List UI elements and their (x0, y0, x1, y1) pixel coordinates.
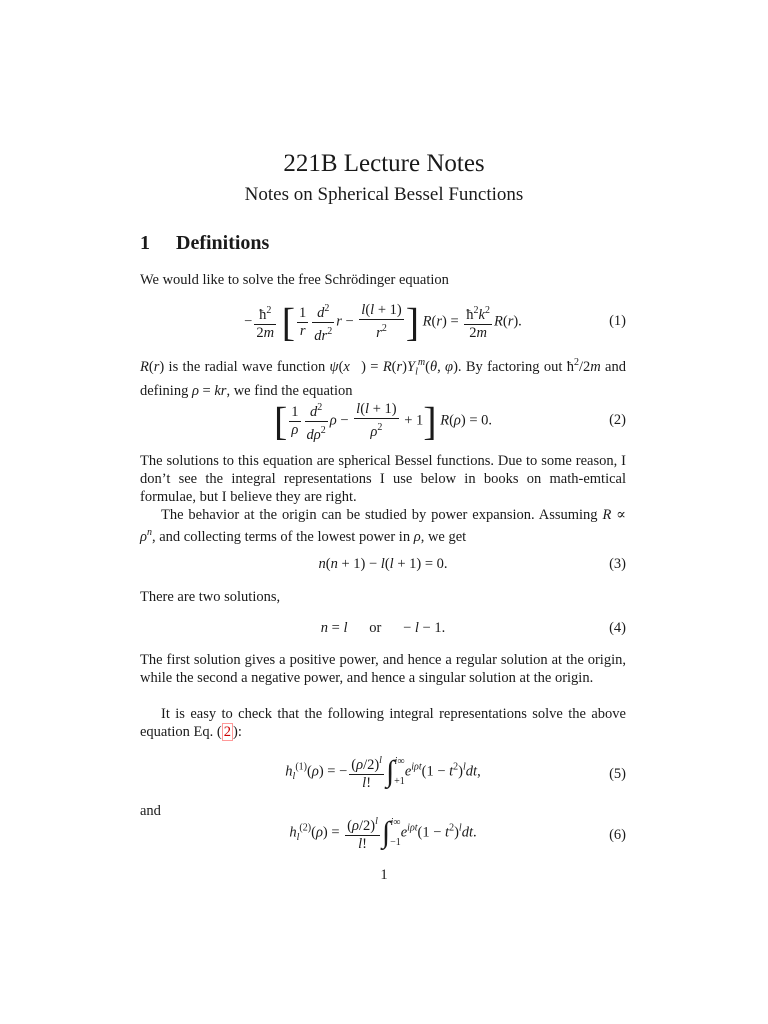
paragraph-intro: We would like to solve the free Schrödinger equation (140, 272, 449, 288)
paragraph-radial: R(r) is the radial wave function ψ(x⃗) = $R(r)Y_l^m(\theta$, φ). By factoring out $ħ^2/2m$ and defining ρ = kr, we find the equation (140, 357, 626, 399)
equation-2-body: [ $\frac{1}{\rho}$ $\frac{d^2}{d\rho^2}$ ρ − $\frac{l(l + 1)}{\rho^2}$ + 1] R(ρ) = 0. (273, 398, 493, 444)
equation-number: (5) (609, 766, 626, 782)
equation-6-body: $h_l^{(2)}(\rho)$ = $\frac{(\rho/2)^l}{l!}$ ∫ i∞ −1 $e^{i\rho t}(1 - t^2)^ldt$. (140, 813, 626, 853)
equation-reference-link[interactable]: 2 (223, 724, 232, 740)
text-span: It is easy to check that the following integral representations solve the above equation Eq. (140, 706, 626, 740)
equation-number: (6) (609, 827, 626, 843)
text-span: , and collecting terms of the lowest power in (151, 528, 414, 545)
section-heading (140, 232, 269, 255)
equation-2 (140, 397, 626, 445)
equation-6 (140, 813, 626, 857)
document-subtitle: Notes on Spherical Bessel Functions (244, 184, 524, 205)
text-span: , we find the equation (226, 382, 353, 399)
paragraph-first-solution: The first solution gives a positive power, and hence a regular solution at the origin, while the second a negative power, and hence a singular solution at the origin. (140, 652, 626, 686)
equation-number: (3) (609, 556, 626, 572)
text-span: , we get (420, 528, 467, 545)
equation-5-body: $h_l^{(1)}(\rho)$ = − $\frac{(\rho/2)^l}{l!}$ ∫ i∞ +1 $e^{i\rho t}(1 - t^2)^ldt$, (140, 752, 626, 792)
section-title: Definitions (176, 232, 270, 254)
equation-1-body: − $\frac{ħ^2}{2m}$ [ $\frac{1}{r}$ $\frac{d^2}{dr^2}$ r − $\frac{l(l + 1)}{r^2}$ ] R(r) = $\frac{ħ^2k^2}{2m}$ R(r). (244, 299, 522, 345)
equation-number: (1) (609, 313, 626, 329)
equation-5 (140, 752, 626, 796)
equation-4-body: n = l or − l − 1. (320, 620, 446, 636)
text-span: and defining (140, 358, 626, 399)
equation-4-or: or (369, 620, 382, 636)
paragraph-two-solutions: There are two solutions, (140, 589, 281, 605)
paragraph-solutions: The solutions to this equation are spherical Bessel functions. Due to some reason, I don’t see the integral representations I use below in books on math-emtical formulae, but I believe they are right. (140, 453, 626, 505)
equation-1 (140, 298, 626, 346)
text-span: . By factoring out (457, 358, 567, 375)
paragraph-and: and (140, 803, 161, 819)
document-title: 221B Lecture Notes (283, 150, 485, 177)
text-span: ): (233, 724, 242, 740)
equation-3-body: n(n + 1) − l(l + 1) = 0. (318, 556, 448, 572)
equation-4 (140, 620, 626, 640)
page-number: 1 (380, 867, 388, 883)
equation-number: (2) (609, 412, 626, 428)
text-span: The behavior at the origin can be studied by power expansion. Assuming (161, 507, 603, 523)
equation-number: (4) (609, 620, 626, 636)
section-number: 1 (140, 232, 150, 254)
paragraph-integral: It is easy to check that the following integral representations solve the above equation Eq. ( 2 ): (140, 706, 626, 740)
paragraph-behavior: The behavior at the origin can be studied by power expansion. Assuming $R \propto \rho^n$, and collecting terms of the lowest power in ρ, we get (140, 507, 626, 545)
equation-3 (140, 556, 626, 576)
text-span: is the radial wave function (164, 358, 330, 375)
